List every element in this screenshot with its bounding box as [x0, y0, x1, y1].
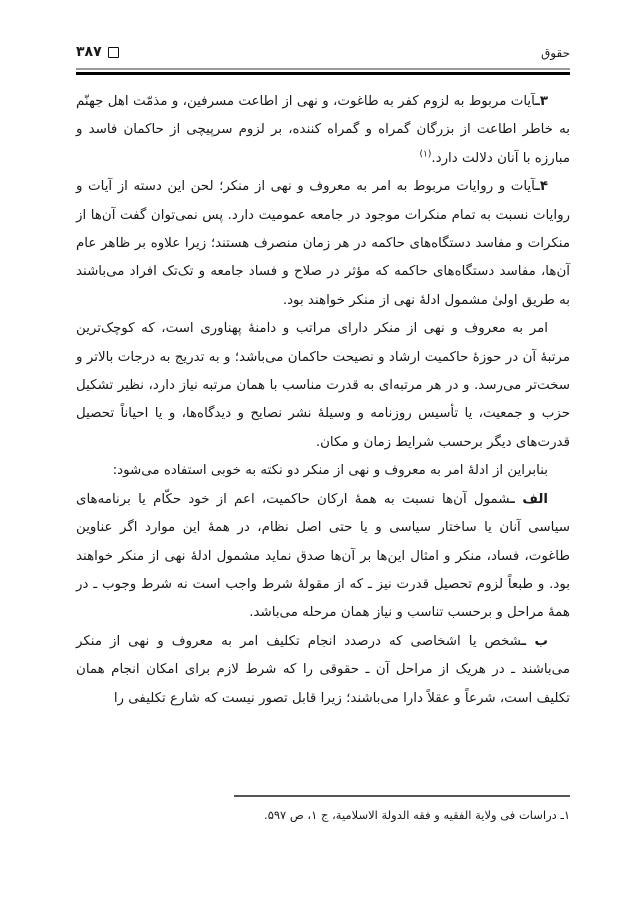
page-number-group — [76, 44, 119, 60]
paragraph-3 — [76, 88, 570, 173]
paragraph-text: شخص یا اشخاصی که درصدد انجام تکلیف امر به معروف و نهی از منکر می‌باشند ـ در هریک از مراحل آن ـ حقوقی را که شرط لازم برای امکان انجام همان تکلیف است، شرعاً و عقلاً دارا می‌باشند؛ زیرا قابل تصور نیست که شارع تکلیفی را — [76, 633, 570, 706]
paragraph-text: بنابراین از ادلهٔ امر به معروف و نهی از منکر دو نکته به خوبی استفاده می‌شود: — [112, 463, 548, 479]
paragraph-text: آیات مربوط به لزوم کفر به طاغوت، و نهی از اطاعت مسرفین، و مذمّت اهل جهنّم به خاطر اطاعت از بزرگان گمراه و گمراه کننده، بر لزوم سرپیچی از حاکمان فاسد و مبارزه با آنان دلالت دارد. — [76, 94, 570, 166]
square-box-icon — [108, 47, 119, 58]
paragraph-degrees — [76, 315, 570, 457]
footnote-reference[interactable]: (۱) — [419, 149, 432, 160]
running-title: حقوق — [541, 46, 570, 60]
paragraph-text: آیات و روایات مربوط به امر به معروف و نهی از منکر؛ لحن این دسته از آیات و روایات نسبت به تمام منکرات موجود در جامعه عمومیت دارد. پس نمی‌توان گفت آن‌ها از منکرات و مفاسد دستگاه‌های حاکمه در هر زمان منصرف هستند؛ زیرا علاوه بر ظاهر عام آن‌ها، مفاسد دستگاه‌های حاکمه که مؤثر در صلاح و فساد جامعه و تک‌تک افراد می‌باشند به طریق اولیٰ مشمول ادلهٔ نهی از منکر خواهند بود. — [76, 179, 570, 308]
paragraph-4 — [76, 173, 570, 315]
page-header — [76, 44, 570, 64]
header-rule-thick — [76, 72, 570, 75]
paragraph-label: الف ـ — [510, 491, 548, 507]
paragraph-conclusion — [76, 457, 570, 485]
paragraph-number: ۳ـ — [535, 94, 548, 109]
header-rule-thin — [76, 68, 570, 70]
paragraph-text: شمول آن‌ها نسبت به همهٔ ارکان حاکمیت، اعم از خود حکّام یا برنامه‌های سیاسی آنان یا ساختار سیاسی و یا حتی اصل نظام، در همهٔ این موارد اگر عناوین طاغوت، فساد، منکر و امثال این‌ها بر آن‌ها صدق نماید مشمول ادلهٔ نهی از منکر خواهند بود. و طبعاً لزوم تحصیل قدرت نیز ـ که از مقولهٔ شرط واجب است نه شرط وجوب ـ در همهٔ مراحل و برحسب تناسب و نیاز همان مرحله می‌باشد. — [76, 491, 570, 621]
footnote: ۱ـ دراسات فی ولایة الفقیه و فقه الدولة الاسلامیة، ج ۱، ص ۵۹۷. — [264, 808, 570, 822]
page-number: ۳۸۷ — [76, 44, 102, 60]
paragraph-text: امر به معروف و نهی از منکر دارای مراتب و دامنهٔ پهناوری است، که کوچک‌ترین مرتبهٔ آن در حوزهٔ حاکمیت ارشاد و نصیحت حاکمان می‌باشد؛ و به تدریج به درجات بالاتر و سخت‌تر می‌رسد. و در هر مرتبه‌ای به قدرت مناسب با همان مرتبه نیاز دارد، نظیر تشکیل حزب و جمعیت، یا تأسیس روزنامه و وسیلهٔ نشر نصایح و دیدگاه‌ها، و یا احیاناً تحصیل قدرت‌های دیگر برحسب شرایط زمان و مکان. — [76, 321, 570, 450]
paragraph-alef — [76, 486, 570, 628]
paragraph-be — [76, 628, 570, 713]
paragraph-number: ۴ـ — [535, 179, 548, 195]
footnote-separator — [234, 795, 570, 797]
body-text — [76, 88, 570, 713]
paragraph-label: ب ـ — [521, 633, 548, 649]
